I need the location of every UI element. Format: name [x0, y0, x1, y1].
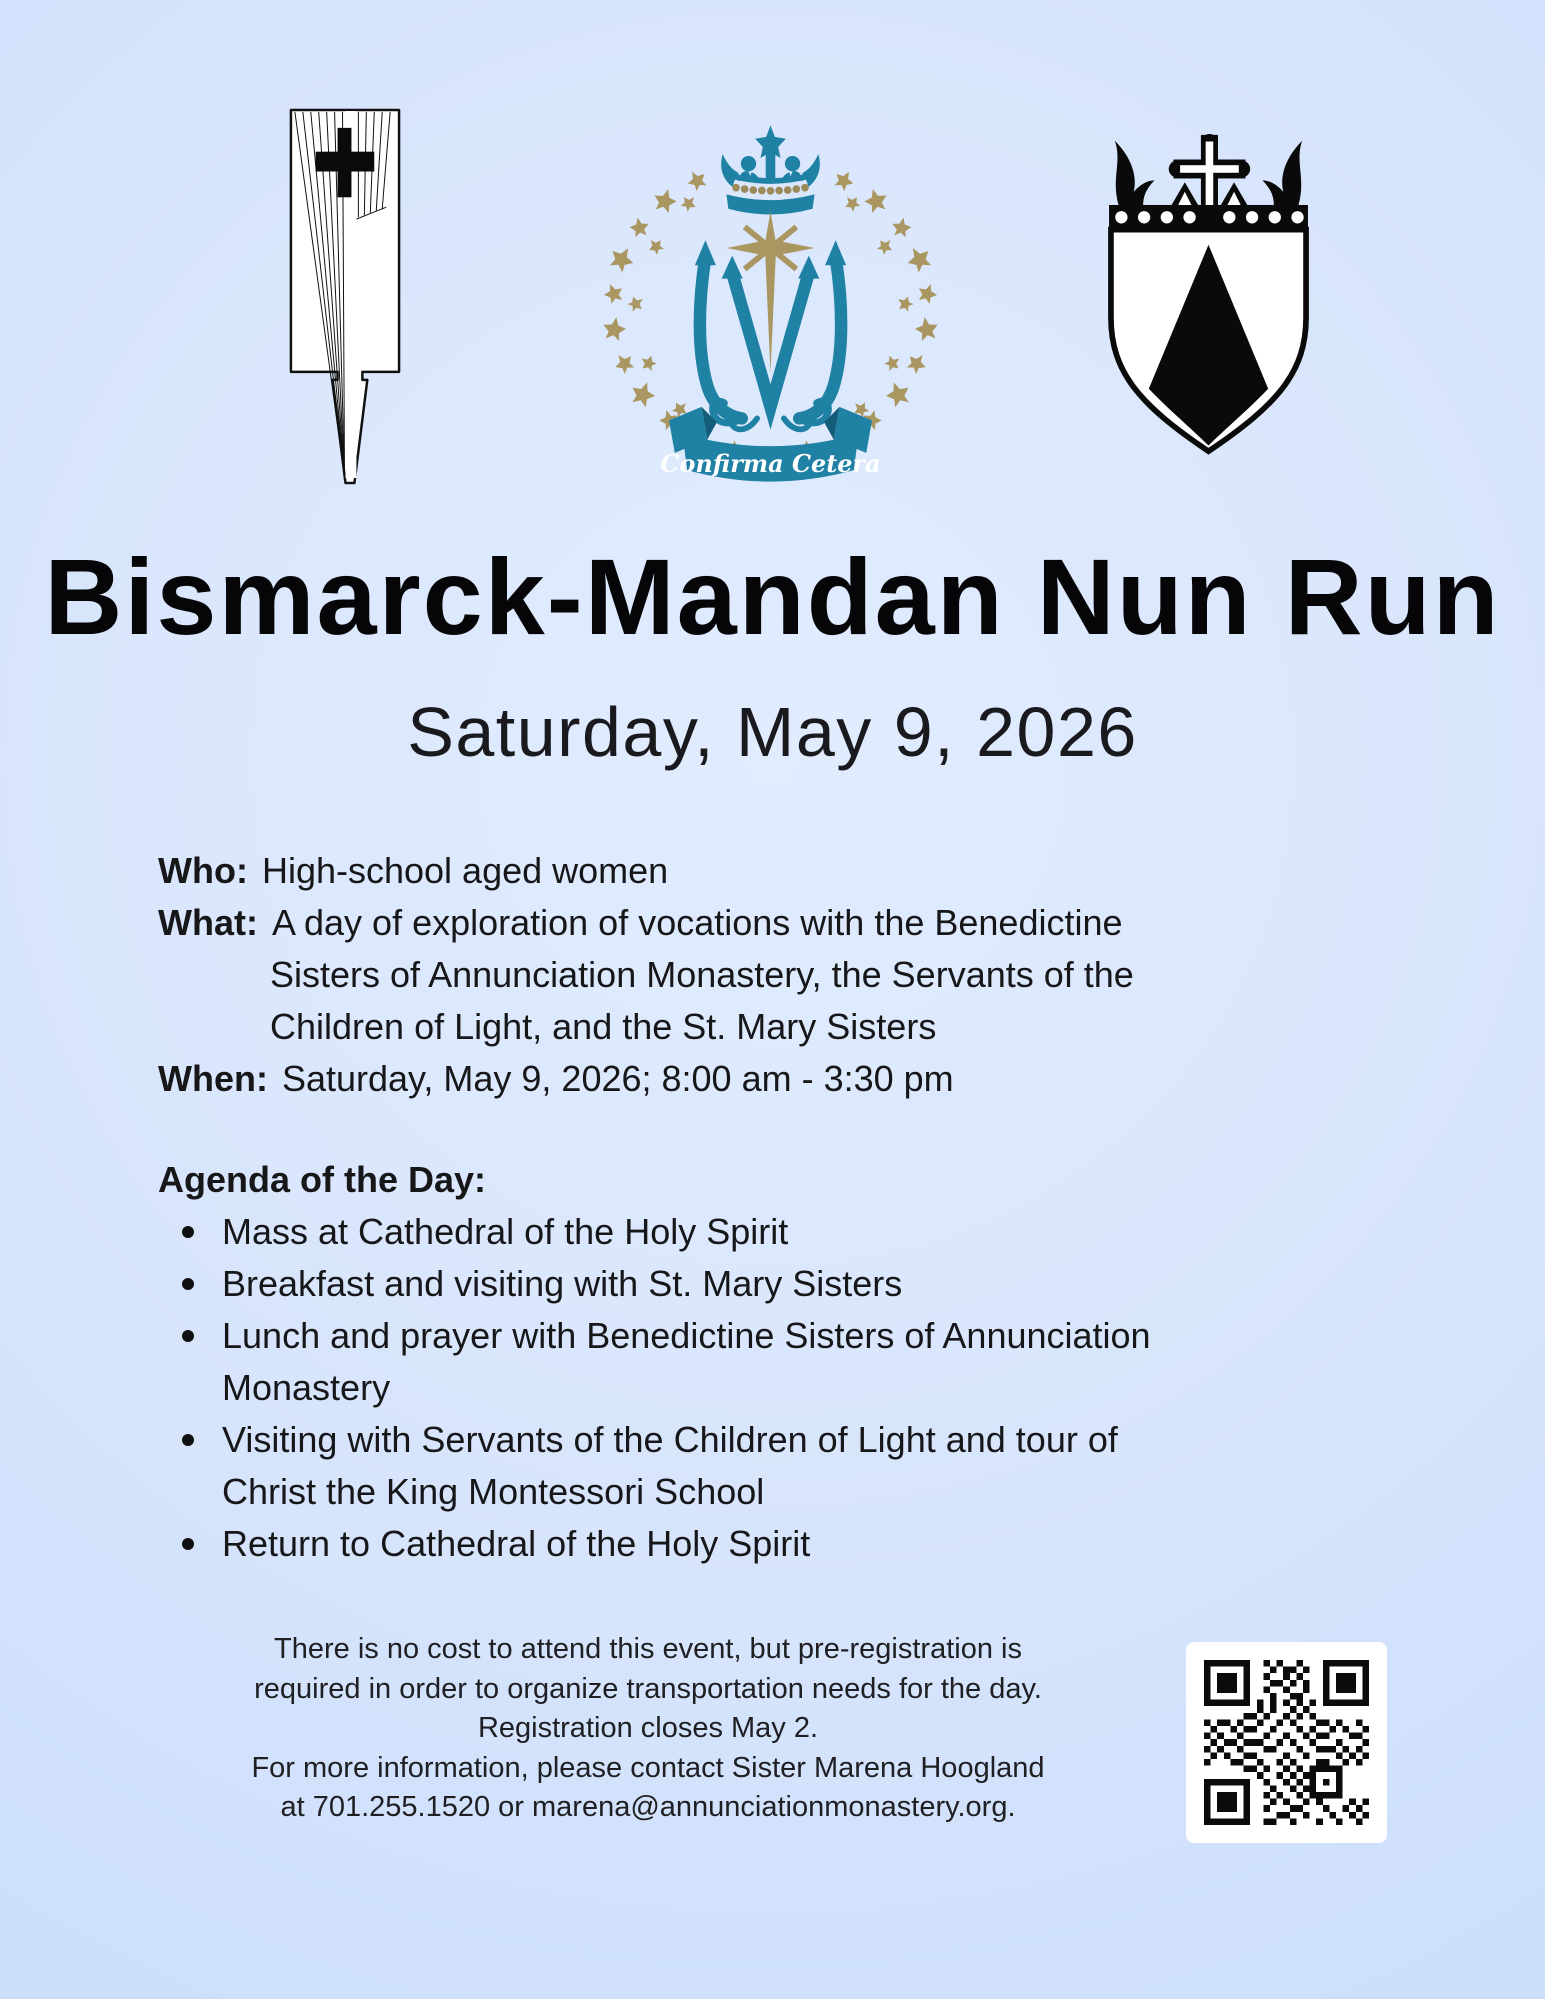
monastery-tower-icon [283, 106, 407, 488]
registration-note [163, 1630, 1133, 1828]
detail-row-what-cont [158, 949, 1134, 1001]
event-details [158, 845, 1134, 1105]
agenda-item [158, 1518, 1151, 1570]
bullet-icon [182, 1226, 194, 1238]
agenda-item-continuation [158, 1466, 1151, 1518]
detail-row-when [158, 1053, 1134, 1105]
who-text: High-school aged women [261, 850, 669, 891]
what-label: What: [158, 902, 258, 943]
who-label: Who: [158, 850, 248, 891]
detail-row-who [158, 845, 1134, 897]
agenda-item [158, 1258, 1151, 1310]
bullet-icon [182, 1434, 194, 1446]
detail-row-what-cont [158, 1001, 1134, 1053]
agenda-item-text: Visiting with Servants of the Children of Light and tour of [222, 1419, 1118, 1460]
agenda-item [158, 1310, 1151, 1362]
agenda-item-text: Lunch and prayer with Benedictine Sisters of Annunciation [222, 1315, 1151, 1356]
banner-motto: Confirma Cetera [660, 450, 881, 479]
agenda-item-text: Breakfast and visiting with St. Mary Sisters [222, 1263, 903, 1304]
footer-line: There is no cost to attend this event, but pre-registration is [274, 1633, 1022, 1665]
when-label: When: [158, 1058, 268, 1099]
what-text: A day of exploration of vocations with the Benedictine [271, 902, 1123, 943]
what-text-line2: Sisters of Annunciation Monastery, the Servants of the [270, 954, 1134, 995]
crowned-shield-icon [1090, 133, 1327, 455]
agenda-heading: Agenda of the Day: [158, 1159, 487, 1200]
agenda-item-text: Christ the King Montessori School [222, 1471, 765, 1512]
footer-line: at 701.255.1520 or marena@annunciationmonastery.org. [280, 1791, 1016, 1823]
agenda-item-continuation [158, 1362, 1151, 1414]
footer-line: For more information, please contact Sister Marena Hoogland [251, 1751, 1045, 1784]
event-date: Saturday, May 9, 2026 [407, 693, 1138, 771]
when-text: Saturday, May 9, 2026; 8:00 am - 3:30 pm [281, 1058, 954, 1099]
bullet-icon [182, 1538, 194, 1550]
bullet-icon [182, 1278, 194, 1290]
agenda-item-text: Mass at Cathedral of the Holy Spirit [222, 1211, 789, 1252]
detail-row-what [158, 897, 1134, 949]
agenda-item [158, 1414, 1151, 1466]
footer-line: required in order to organize transportation needs for the day. [254, 1672, 1042, 1705]
agenda-item-text: Return to Cathedral of the Holy Spirit [222, 1523, 811, 1564]
agenda-list [158, 1206, 1151, 1570]
agenda-item [158, 1206, 1151, 1258]
agenda-item-text: Monastery [222, 1367, 391, 1408]
page-title: Bismarck-Mandan Nun Run [44, 536, 1501, 657]
what-text-line3: Children of Light, and the St. Mary Sisters [270, 1006, 937, 1047]
bullet-icon [182, 1330, 194, 1342]
qr-code [1186, 1642, 1387, 1843]
footer-line: Registration closes May 2. [477, 1712, 819, 1744]
marian-monogram-icon [598, 112, 943, 495]
